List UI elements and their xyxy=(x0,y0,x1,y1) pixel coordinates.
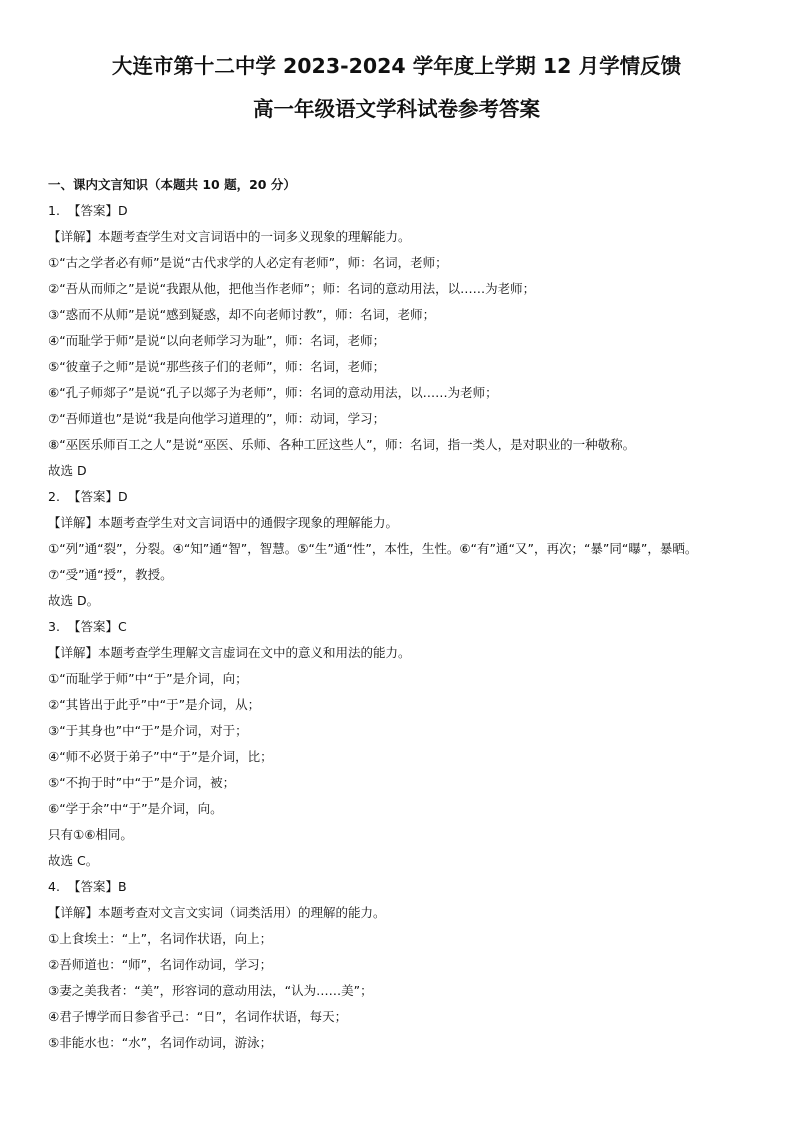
explanation-line: ①“古之学者必有师”是说“古代求学的人必定有老师”，师：名词，老师； xyxy=(48,255,448,270)
explanation-line: ⑥“孔子师郯子”是说“孔子以郯子为老师”，师：名词的意动用法，以……为老师； xyxy=(48,385,498,400)
explanation-line: ④君子博学而日参省乎己：“日”，名词作状语，每天； xyxy=(48,1009,348,1024)
explanation-line: ⑤“彼童子之师”是说“那些孩子们的老师”，师：名词，老师； xyxy=(48,359,386,374)
explanation-line: ①“列”通“裂”，分裂。④“知”通“智”，智慧。⑤“生”通“性”，本性，生性。⑥“有”通“又”，再次；“暴”同“曝”，暴晒。 xyxy=(48,541,698,556)
question-list xyxy=(48,198,748,1056)
explanation-line: ②“吾从而师之”是说“我跟从他，把他当作老师”；师：名词的意动用法，以……为老师； xyxy=(48,281,536,296)
explanation-line: 故选 C。 xyxy=(48,853,99,868)
explanation-line: ④“师不必贤于弟子”中“于”是介词，比； xyxy=(48,749,273,764)
answer-content xyxy=(48,172,748,1056)
explanation-line: ③“于其身也”中“于”是介词，对于； xyxy=(48,723,248,738)
explanation-line: ③“惑而不从师”是说“感到疑惑，却不向老师讨教”，师：名词，老师； xyxy=(48,307,436,322)
section-heading: 一、课内文言知识（本题共 10 题，20 分） xyxy=(48,177,296,192)
question-block xyxy=(48,198,748,484)
explanation-line: ⑦“吾师道也”是说“我是向他学习道理的”，师：动词，学习； xyxy=(48,411,386,426)
explanation-line: 【详解】本题考查学生对文言词语中的一词多义现象的理解能力。 xyxy=(48,229,411,244)
explanation-line: 故选 D。 xyxy=(48,593,100,608)
explanation-line: ⑦“受”通“授”，教授。 xyxy=(48,567,173,582)
question-number: 2. xyxy=(48,489,60,504)
answer-label: 【答案】D xyxy=(68,489,128,504)
question-block xyxy=(48,614,748,874)
question-answer-line xyxy=(48,484,748,510)
explanation-line: ②“其皆出于此乎”中“于”是介词，从； xyxy=(48,697,261,712)
explanation-line: ③妻之美我者：“美”，形容词的意动用法，“认为……美”； xyxy=(48,983,373,998)
question-answer-line xyxy=(48,874,748,900)
explanation-line: ⑧“巫医乐师百工之人”是说“巫医、乐师、各种工匠这些人”，师：名词，指一类人，是对职业的一种敬称。 xyxy=(48,437,636,452)
explanation-line: ①“而耻学于师”中“于”是介词，向； xyxy=(48,671,248,686)
explanation-line: ②吾师道也：“师”，名词作动词，学习； xyxy=(48,957,273,972)
explanation-line: 只有①⑥相同。 xyxy=(48,827,133,842)
explanation-line: ①上食埃土：“上”，名词作状语，向上； xyxy=(48,931,273,946)
answer-label: 【答案】B xyxy=(68,879,127,894)
explanation-line: ⑥“学于余”中“于”是介词，向。 xyxy=(48,801,223,816)
question-number: 3. xyxy=(48,619,60,634)
document-title: 大连市第十二中学 2023-2024 学年度上学期 12 月学情反馈 xyxy=(111,54,682,78)
answer-label: 【答案】C xyxy=(68,619,127,634)
explanation-line: 【详解】本题考查学生理解文言虚词在文中的意义和用法的能力。 xyxy=(48,645,411,660)
document-subtitle: 高一年级语文学科试卷参考答案 xyxy=(253,97,540,121)
question-answer-line xyxy=(48,198,748,224)
explanation-line: ⑤“不拘于时”中“于”是介词，被； xyxy=(48,775,236,790)
explanation-line: 【详解】本题考查对文言文实词（词类活用）的理解的能力。 xyxy=(48,905,386,920)
question-answer-line xyxy=(48,614,748,640)
question-number: 4. xyxy=(48,879,60,894)
question-block xyxy=(48,874,748,1056)
explanation-line: ⑤非能水也：“水”，名词作动词，游泳； xyxy=(48,1035,273,1050)
explanation-line: ④“而耻学于师”是说“以向老师学习为耻”，师：名词，老师； xyxy=(48,333,386,348)
question-number: 1. xyxy=(48,203,60,218)
explanation-line: 故选 D xyxy=(48,463,87,478)
explanation-line: 【详解】本题考查学生对文言词语中的通假字现象的理解能力。 xyxy=(48,515,399,530)
answer-label: 【答案】D xyxy=(68,203,128,218)
question-block xyxy=(48,484,748,614)
